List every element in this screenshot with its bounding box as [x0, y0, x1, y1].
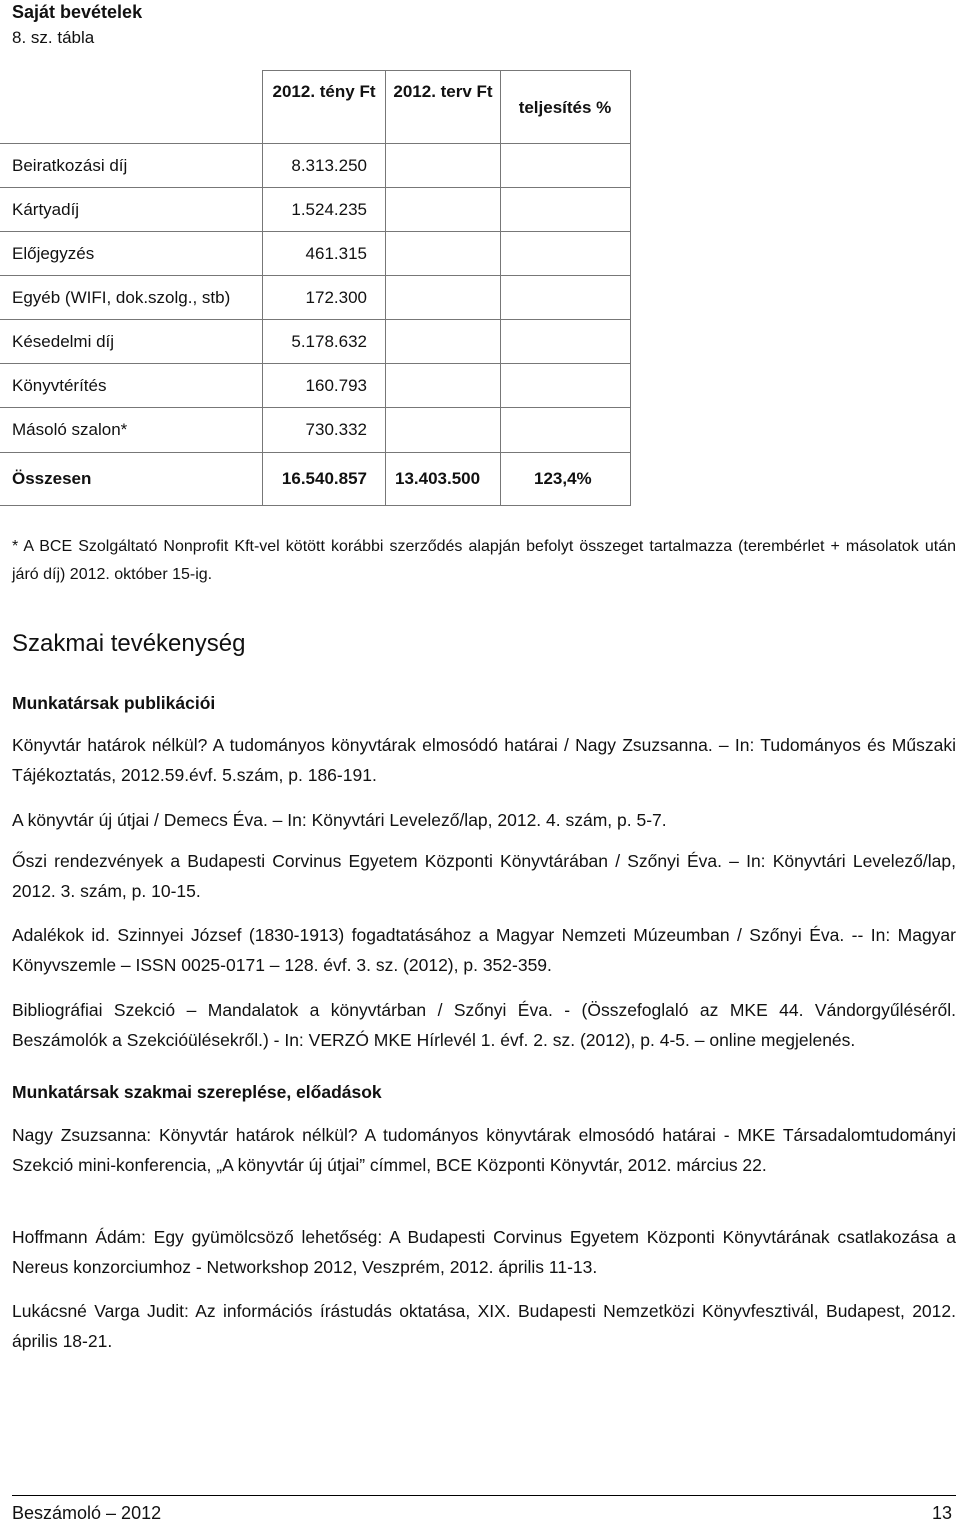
publication-item: Bibliográfiai Szekció – Mandalatok a könyvtárban / Szőnyi Éva. - (Összefoglaló az MKE 44. Vándorgyűléséről. Beszámolók a Szekcióülésekről.) - In: VERZÓ MKE Hírlevél 1. évf. 2. sz. (2012), p. 4-5. – online megjelenés.: [12, 1000, 956, 1050]
row-actual: 1.524.235: [291, 200, 367, 219]
row-actual: 5.178.632: [291, 332, 367, 351]
section-title: Szakmai tevékenység: [12, 630, 246, 657]
row-label: Beiratkozási díj: [12, 156, 128, 175]
publications-heading: Munkatársak publikációi: [12, 693, 216, 713]
row-label: Másoló szalon*: [12, 420, 128, 439]
row-label: Késedelmi díj: [12, 332, 115, 351]
table-footnote: * A BCE Szolgáltató Nonprofit Kft-vel kötött korábbi szerződés alapján befolyt összeget tartalmazza (terembérlet + másolatok után járó díj) 2012. október 15-ig.: [12, 538, 956, 583]
total-label: Összesen: [12, 469, 92, 488]
row-actual: 172.300: [305, 288, 367, 307]
talk-item: Nagy Zsuzsanna: Könyvtár határok nélkül? A tudományos könyvtárak elmosódó határai - MKE Társadalomtudományi Szekció mini-konferencia, „A könyvtár új útjai” címmel, BCE Központi Könyvtár, 2012. március 22.: [12, 1125, 956, 1175]
publication-item: Könyvtár határok nélkül? A tudományos könyvtárak elmosódó határai / Nagy Zsuzsanna. – In: Tudományos és Műszaki Tájékoztatás, 2012.59.évf. 5.szám, p. 186-191.: [12, 735, 956, 785]
talk-item: Lukácsné Varga Judit: Az információs írástudás oktatása, XIX. Budapesti Nemzetközi Könyvfesztivál, Budapest, 2012. április 18-21.: [12, 1301, 956, 1351]
talks-heading: Munkatársak szakmai szereplése, előadások: [12, 1082, 382, 1102]
publication-item: Őszi rendezvények a Budapesti Corvinus Egyetem Központi Könyvtárában / Szőnyi Éva. – In: Könyvtári Levelező/lap, 2012. 3. szám, p. 10-15.: [12, 851, 956, 901]
footer-title: Beszámoló – 2012: [12, 1503, 162, 1523]
col-header-plan: 2012. terv Ft: [393, 82, 493, 101]
row-actual: 461.315: [305, 244, 367, 263]
row-actual: 160.793: [305, 376, 367, 395]
row-label: Könyvtérítés: [12, 376, 107, 395]
total-plan: 13.403.500: [395, 469, 481, 488]
total-actual: 16.540.857: [281, 469, 367, 488]
row-actual: 730.332: [305, 420, 367, 439]
page-title: Saját bevételek: [12, 2, 143, 22]
footer-divider: [12, 1495, 956, 1496]
publication-item: Adalékok id. Szinnyei József (1830-1913) fogadtatásához a Magyar Nemzeti Múzeumban / Szőnyi Éva. -- In: Magyar Könyvszemle – ISSN 0025-0171 – 128. évf. 3. sz. (2012), p. 352-359.: [12, 925, 956, 975]
table-caption: 8. sz. tábla: [12, 28, 95, 47]
page-number: 13: [931, 1503, 952, 1523]
publication-item: A könyvtár új útjai / Demecs Éva. – In: Könyvtári Levelező/lap, 2012. 4. szám, p. 5-7.: [12, 810, 667, 830]
talk-item: Hoffmann Ádám: Egy gyümölcsöző lehetőség: A Budapesti Corvinus Egyetem Központi Könyvtárának csatlakozása a Nereus konzorciumhoz - Networkshop 2012, Veszprém, 2012. április 11-13.: [12, 1227, 956, 1277]
row-label: Kártyadíj: [12, 200, 80, 219]
row-label: Előjegyzés: [12, 244, 95, 263]
col-header-percent: teljesítés %: [518, 98, 612, 117]
col-header-actual: 2012. tény Ft: [272, 82, 376, 101]
row-label: Egyéb (WIFI, dok.szolg., stb): [12, 288, 231, 307]
row-actual: 8.313.250: [291, 156, 367, 175]
total-percent: 123,4%: [534, 469, 592, 488]
